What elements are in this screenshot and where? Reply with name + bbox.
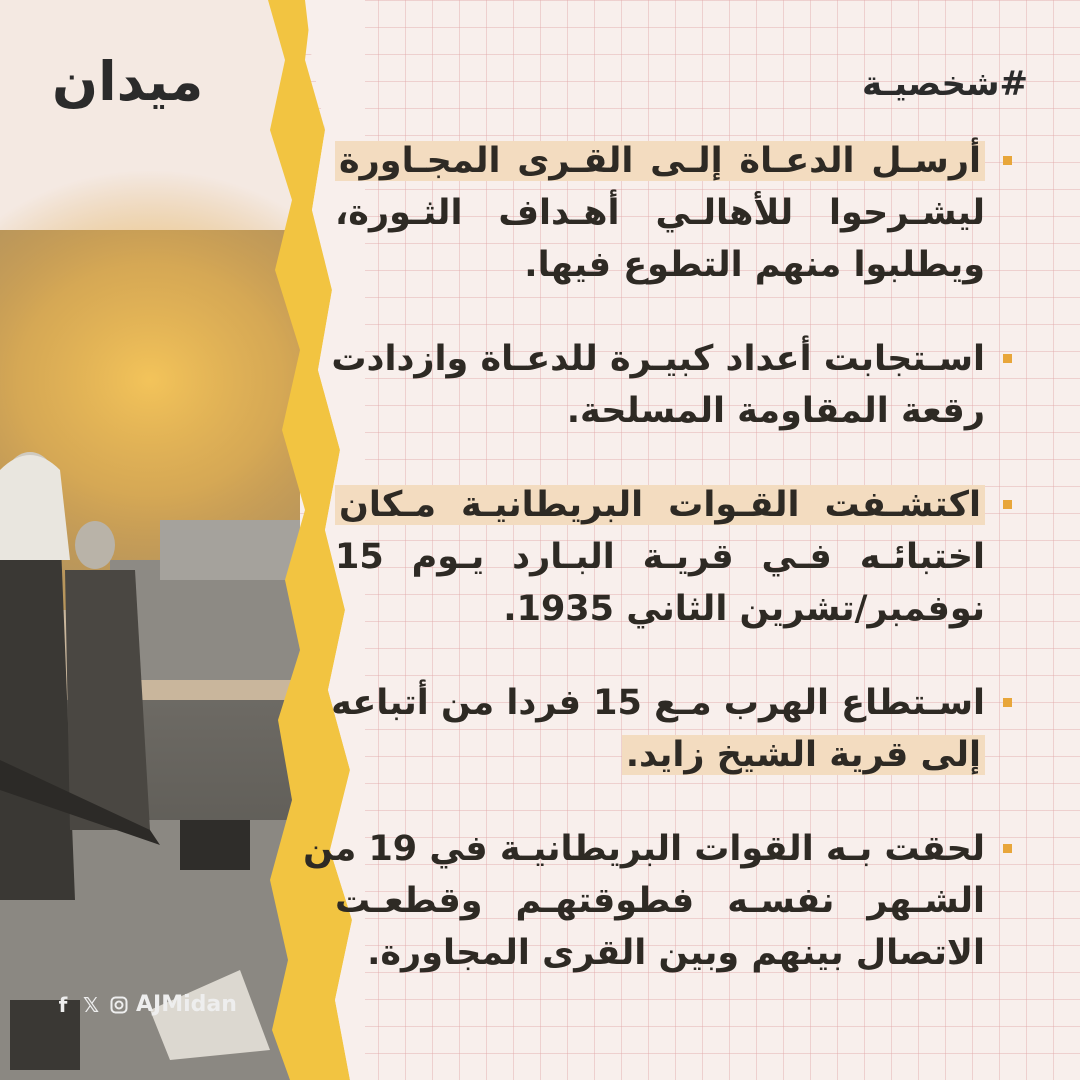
point-line: اختبائـه فـي قريـة البـارد يـوم 15	[335, 537, 985, 577]
facebook-icon[interactable]: f	[58, 992, 68, 1017]
midan-logo: ميدان	[52, 50, 204, 113]
point-line: الاتصال بينهم وبين القرى المجاورة.	[367, 933, 985, 973]
hashtag-title: #شخصيـة	[861, 64, 1028, 104]
x-icon[interactable]: 𝕏	[82, 992, 100, 1017]
bullet-square-icon	[1003, 698, 1012, 707]
social-handle-bar	[52, 992, 237, 1017]
bullet-square-icon	[1003, 844, 1012, 853]
bullet-square-icon	[1003, 500, 1012, 509]
bullet-square-icon	[1003, 156, 1012, 165]
point-line: اسـتجابت أعداد كبيـرة للدعـاة وازدادت	[331, 339, 985, 379]
bullet-square-icon	[1003, 354, 1012, 363]
point-line: اكتشـفت القـوات البريطانيـة مـكان	[335, 479, 985, 531]
point-line: ويطلبوا منهم التطوع فيها.	[524, 245, 985, 285]
point-line: اسـتطاع الهرب مـع 15 فردا من أتباعه	[331, 683, 985, 723]
point-line: لحقت بـه القوات البريطانيـة في 19 من	[303, 829, 985, 869]
list-item	[335, 135, 985, 291]
point-line: رقعة المقاومة المسلحة.	[566, 391, 985, 431]
list-item	[331, 677, 985, 781]
list-item	[331, 333, 985, 437]
point-line: أرسـل الدعـاة إلـى القـرى المجـاورة	[335, 135, 985, 187]
point-line: نوفمبر/تشرين الثاني 1935.	[503, 589, 985, 629]
social-handle: AJMidan	[136, 992, 237, 1017]
point-line: إلى قرية الشيخ زايد.	[335, 729, 985, 781]
point-line: الشـهر نفسـه فطوقتهـم وقطعـت	[335, 881, 985, 921]
list-item	[303, 823, 985, 979]
list-item	[335, 479, 985, 635]
instagram-icon[interactable]	[108, 994, 130, 1016]
point-line: ليشـرحوا للأهالـي أهـداف الثـورة،	[335, 193, 985, 233]
bullet-list	[303, 135, 985, 1021]
